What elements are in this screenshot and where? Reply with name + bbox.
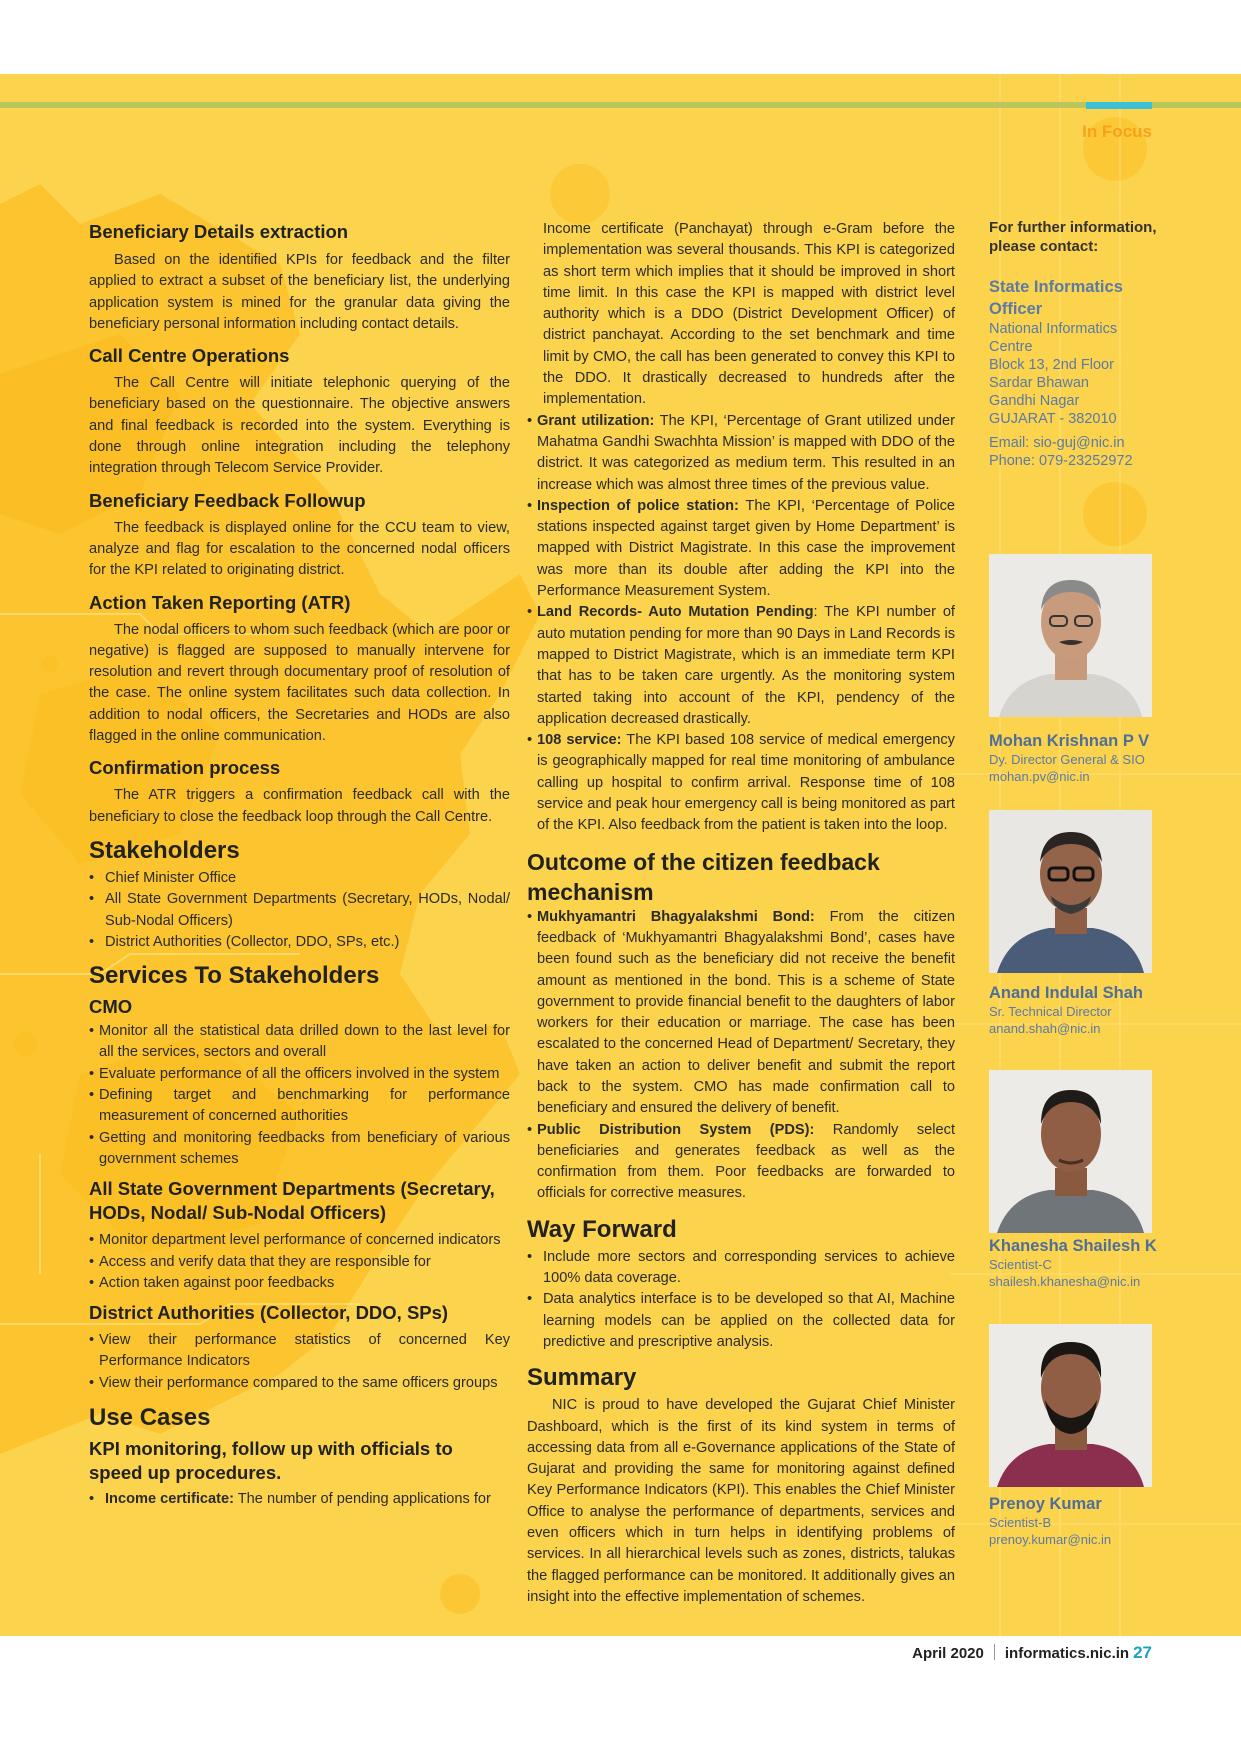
- list-item: [527, 411, 955, 496]
- kpi-text: The KPI, ‘Percentage of Police stations inspected against target given by Home Department’ is mapped with District Magistrate. In this case the improvement was more than its double after adding the KPI into the Performance Measurement System.: [537, 497, 956, 600]
- person-card: [989, 731, 1189, 785]
- stakeholders-list: [89, 868, 510, 953]
- kpi-label: 108 service:: [537, 732, 622, 749]
- address-line: Block 13, 2nd Floor: [989, 357, 1114, 373]
- heading-services: Services To Stakeholders: [89, 962, 380, 990]
- heading-departments: All State Government Departments (Secretary, HODs, Nodal/ Sub-Nodal Officers): [89, 1178, 495, 1224]
- paragraph-beneficiary-details: Based on the identified KPIs for feedback and the filter applied to extract a subset of the beneficiary list, the underlying application system is mined for the granular data giving the beneficiary personal information including contact details.: [89, 252, 510, 332]
- list-item: • View their performance compared to the same officers groups: [89, 1373, 510, 1394]
- outcome-list: [527, 907, 955, 1205]
- kpi-text: The KPI, ‘Percentage of Grant utilized under Mahatma Gandhi Swachhta Mission’ is mapped with DDO of the district. It was categorized as medium term. This resulted in an increase which was almost three times of the previous value.: [537, 412, 955, 493]
- list-item: • Data analytics interface is to be developed so that AI, Machine learning models can be applied on the collected data for predictive and prescriptive analysis.: [527, 1289, 955, 1353]
- kpi-label: Land Records- Auto Mutation Pending: [537, 604, 814, 621]
- kpi-label: Inspection of police station:: [537, 497, 739, 514]
- person-email[interactable]: anand.shah@nic.in: [989, 1021, 1101, 1036]
- paragraph-call-centre: The Call Centre will initiate telephonic querying of the beneficiary based on the questionnaire. The objective answers and final feedback is recorded into the system. Everything is done through online integration including the telephony integration through Telecom Service Provider.: [89, 375, 510, 477]
- person-designation: Scientist-B: [989, 1515, 1052, 1530]
- list-item: [527, 730, 955, 836]
- person-designation: Dy. Director General & SIO: [989, 752, 1145, 767]
- list-item: [527, 907, 955, 1120]
- kpi-text: : The KPI number of auto mutation pending for more than 90 Days in Land Records is mapped to District Magistrate, which is an immediate term KPI that has to be taken care urgently. As the monitoring system started taking into account of the KPI, pendency of the application decreased drastically.: [537, 604, 955, 727]
- paragraph-summary: NIC is proud to have developed the Gujarat Chief Minister Dashboard, which is the first of its kind system in terms of accessing data from all e-Governance applications of the State of Gujarat and providing the same for monitoring against defined Key Performance Indicators (KPI). This enables the Chief Minister Office to analyse the performance of departments, services and even officers which in turn helps in identifying problems of services. In all hierarchical levels such as zones, districts, talukas the flagged performance can be monitored. It additionally gives an insight into the effective implementation of schemes.: [527, 1397, 955, 1605]
- list-item: • Access and verify data that they are responsible for: [89, 1252, 510, 1273]
- list-item: • Defining target and benchmarking for performance measurement of concerned authorities: [89, 1085, 510, 1128]
- heading-use-cases: Use Cases: [89, 1403, 211, 1431]
- list-item: • Action taken against poor feedbacks: [89, 1273, 510, 1294]
- paragraph-feedback-followup: The feedback is displayed online for the CCU team to view, analyze and flag for escalation to the concerned nodal officers for the KPI related to originating district.: [89, 519, 510, 579]
- accent-bar: [1086, 102, 1152, 109]
- footer-divider: [994, 1644, 995, 1660]
- income-text: The number of pending applications for: [233, 1490, 491, 1507]
- heading-kpi-monitoring: KPI monitoring, follow up with officials to speed up procedures.: [89, 1437, 453, 1483]
- issue-date: April 2020: [912, 1645, 984, 1662]
- heading-summary: Summary: [527, 1364, 637, 1392]
- list-item: [527, 496, 955, 602]
- list-item: • Evaluate performance of all the officers involved in the system: [89, 1064, 510, 1085]
- person-photo: [989, 1324, 1152, 1487]
- kpi-list: [527, 411, 955, 837]
- top-rule: [0, 102, 1241, 108]
- address-line: National Informatics Centre: [989, 321, 1118, 355]
- person-name: Anand Indulal Shah: [989, 984, 1144, 1002]
- list-item: [89, 1489, 510, 1510]
- contact-heading: For further information, please contact:: [989, 219, 1157, 255]
- left-column: [89, 220, 510, 1510]
- contact-box: [989, 218, 1161, 470]
- cmo-list: [89, 1021, 510, 1170]
- person-email[interactable]: mohan.pv@nic.in: [989, 769, 1090, 784]
- outcome-text: Randomly select beneficiaries and generates feedback as well as the confirmation from them. Poor feedbacks are forwarded to officials for corrective measures.: [537, 1121, 955, 1202]
- person-card: [989, 983, 1189, 1037]
- paragraph-income-continued: Income certificate (Panchayat) through e-Gram before the implementation was several thousands. This KPI is categorized as short term which implies that it should be improved in short time limit. In this case the KPI is mapped with district level authority which is a DDO (District Development Officer) of district panchayat. According to the set benchmark and time limit by CMO, the call has been generated to convey this KPI to the DDO. It drastically decreased to hundreds after the implementation.: [543, 221, 955, 408]
- middle-column: [527, 219, 955, 1608]
- way-forward-list: [527, 1247, 955, 1353]
- heading-district-authorities: District Authorities (Collector, DDO, SPs): [89, 1302, 449, 1324]
- list-item: • Chief Minister Office: [89, 868, 510, 889]
- person-designation: Sr. Technical Director: [989, 1004, 1112, 1019]
- list-item: • All State Government Departments (Secretary, HODs, Nodal/ Sub-Nodal Officers): [89, 889, 510, 932]
- page-footer: [912, 1643, 1152, 1663]
- heading-confirmation: Confirmation process: [89, 757, 281, 779]
- address-line: Sardar Bhawan: [989, 375, 1089, 391]
- outcome-label: Mukhyamantri Bhagyalakshmi Bond:: [537, 908, 815, 925]
- outcome-text: From the citizen feedback of ‘Mukhyamantri Bhagyalakshmi Bond’, cases have been found such as the beneficiary did not receive the benefit amount as mentioned in the bond. This is a scheme of State government to provide financial benefit to the daughters of labor workers for their education or marriage. The case has been escalated to the concerned Head of Department/ Secretary, they have taken an action to deliver benefit and submit the report back to the system. CMO has made confirmation call to beneficiary and ensured the delivery of benefit.: [537, 908, 955, 1117]
- list-item: • Monitor all the statistical data drilled down to the last level for all the services, sectors and overall: [89, 1021, 510, 1064]
- person-name: Mohan Krishnan P V: [989, 732, 1150, 750]
- person-name: Khanesha Shailesh K: [989, 1237, 1157, 1255]
- income-list: [89, 1489, 510, 1510]
- paragraph-atr: The nodal officers to whom such feedback (which are poor or negative) is flagged are supposed to manually intervene for resolution and revert through documentary proof of resolution of the case. The online system facilitates such data collection. In addition to nodal officers, the Secretaries and HODs are also flagged in the online communication.: [89, 621, 510, 745]
- heading-call-centre: Call Centre Operations: [89, 345, 290, 367]
- person-photo: [989, 810, 1152, 973]
- person-email[interactable]: shailesh.khanesha@nic.in: [989, 1274, 1141, 1289]
- kpi-text: The KPI based 108 service of medical emergency is geographically mapped for real time monitoring of ambulance calling up hospital to confirm arrival. Response time of 108 service and peak hour emergency call is being monitored as part of the KPI. Also feedback from the patient is taken into the loop.: [537, 732, 955, 834]
- person-card: [989, 1494, 1189, 1548]
- heading-outcome: Outcome of the citizen feedback mechanism: [527, 848, 880, 905]
- list-item: • View their performance statistics of concerned Key Performance Indicators: [89, 1330, 510, 1373]
- heading-cmo: CMO: [89, 996, 133, 1018]
- heading-stakeholders: Stakeholders: [89, 836, 240, 864]
- contact-phone: Phone: 079-23252972: [989, 453, 1133, 469]
- contact-email[interactable]: Email: sio-guj@nic.in: [989, 435, 1125, 451]
- person-photo: [989, 554, 1152, 717]
- heading-way-forward: Way Forward: [527, 1215, 677, 1243]
- paragraph-confirmation: The ATR triggers a confirmation feedback call with the beneficiary to close the feedback loop through the Call Centre.: [89, 787, 510, 825]
- outcome-label: Public Distribution System (PDS):: [537, 1121, 815, 1138]
- heading-beneficiary-details: Beneficiary Details extraction: [89, 221, 349, 242]
- site-link[interactable]: informatics.nic.in: [1004, 1645, 1130, 1662]
- person-designation: Scientist-C: [989, 1257, 1052, 1272]
- page-number: 27: [1133, 1643, 1152, 1662]
- list-item: • Include more sectors and corresponding services to achieve 100% data coverage.: [527, 1247, 955, 1290]
- departments-list: [89, 1230, 510, 1294]
- person-card: [989, 1236, 1189, 1290]
- contact-title: State Informatics Officer: [989, 278, 1123, 318]
- heading-atr: Action Taken Reporting (ATR): [89, 591, 351, 613]
- person-photo: [989, 1070, 1152, 1233]
- person-email[interactable]: prenoy.kumar@nic.in: [989, 1532, 1112, 1547]
- list-item: [527, 1120, 955, 1205]
- list-item: • Getting and monitoring feedbacks from beneficiary of various government schemes: [89, 1128, 510, 1171]
- list-item: [527, 602, 955, 730]
- person-name: Prenoy Kumar: [989, 1495, 1102, 1513]
- address-line: Gandhi Nagar: [989, 393, 1080, 409]
- list-item: • Monitor department level performance of concerned indicators: [89, 1230, 510, 1251]
- section-tag: In Focus: [1082, 122, 1152, 141]
- address-line: GUJARAT - 382010: [989, 411, 1117, 427]
- list-item: • District Authorities (Collector, DDO, SPs, etc.): [89, 932, 510, 953]
- income-label: Income certificate:: [105, 1490, 234, 1507]
- heading-feedback-followup: Beneficiary Feedback Followup: [89, 489, 366, 511]
- district-list: [89, 1330, 510, 1394]
- kpi-label: Grant utilization:: [537, 412, 655, 429]
